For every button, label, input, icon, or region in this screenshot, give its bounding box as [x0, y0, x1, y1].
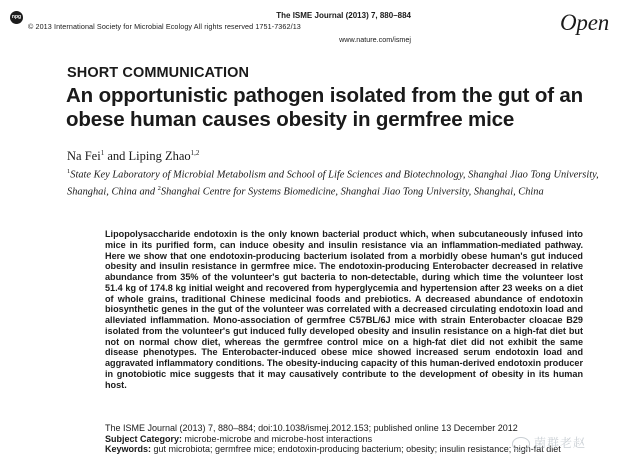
- journal-citation-header: The ISME Journal (2013) 7, 880–884: [276, 11, 411, 20]
- subject-category-label: Subject Category:: [105, 433, 183, 444]
- journal-website-link[interactable]: www.nature.com/ismej: [339, 35, 411, 44]
- affiliation-text: State Key Laboratory of Microbial Metabolism and School of Life Sciences and Biotechnology, Shanghai Jiao Tong University, Shanghai, China and: [67, 169, 599, 198]
- article-citation: The ISME Journal (2013) 7, 880–884; doi:10.1038/ismej.2012.153; published online 13 December 2012: [105, 423, 518, 433]
- author-name: Na Fei: [67, 149, 101, 164]
- affiliation-mark: 2: [157, 184, 161, 192]
- author-affiliation-mark: 1: [100, 149, 105, 157]
- open-access-badge: Open: [560, 10, 610, 35]
- copyright-notice: © 2013 International Society for Microbial Ecology All rights reserved 1751-7362/13: [28, 22, 301, 31]
- subject-category-value: microbe-microbe and microbe-host interactions: [184, 433, 373, 444]
- affiliation-text: Shanghai Centre for Systems Biomedicine, Shanghai Jiao Tong University, Shanghai, China: [160, 186, 544, 198]
- keywords-label: Keywords:: [105, 444, 152, 454]
- watermark: [512, 434, 586, 451]
- keywords-value: gut microbiota; germfree mice; endotoxin-producing bacterium; obesity; insulin resistance; high-fat diet: [153, 444, 561, 454]
- publisher-logo: npg: [10, 11, 23, 24]
- author-joiner: and: [107, 149, 126, 164]
- article-title: An opportunistic pathogen isolated from the gut of an obese human causes obesity in germfree mice: [66, 84, 584, 131]
- article-section-label: SHORT COMMUNICATION: [67, 65, 250, 81]
- affiliation-mark: 1: [67, 168, 71, 175]
- affiliations: [67, 165, 612, 198]
- author-affiliation-mark: 1,2: [190, 149, 200, 157]
- abstract: Lipopolysaccharide endotoxin is the only known bacterial product which, when subcutaneously infused into mice in its purified form, can induce obesity and insulin resistance via an inflammation-mediated pathway. Here we show that one endotoxin-producing bacterium isolated from a morbidly obese human's gut induced obesity and insulin resistance in germfree mice. The endotoxin-producing Enterobacter decreased in relative abundance from 35% of the volunteer's gut bacteria to non-detectable, during which time the volunteer lost 51.4 kg of 174.8 kg initial weight and recovered from hyperglycemia and hypertension after 23 weeks on a diet of whole grains, traditional Chinese medicinal foods and prebiotics. A decreased abundance of endotoxin biosynthetic genes in the gut of the volunteer was correlated with a decreased circulating endotoxin load and alleviated inflammation. Mono-association of germfree C57BL/6J mice with strain Enterobacter cloacae B29 isolated from the volunteer's gut induced fully developed obesity and insulin resistance on a high-fat diet but not on normal chow diet, whereas the germfree control mice on a high-fat diet did not exhibit the same disease phenotypes. The Enterobacter-induced obese mice showed increased serum endotoxin load and aggravated inflammatory conditions. The obesity-inducing capacity of this human-derived endotoxin producer in gnotobiotic mice suggests that it may causatively contribute to the development of obesity in its human host.: [105, 229, 583, 390]
- watermark-text: 菌群老赵: [534, 436, 587, 450]
- author-list: [67, 149, 199, 164]
- wechat-icon: [512, 437, 530, 451]
- author-name: Liping Zhao: [128, 149, 191, 164]
